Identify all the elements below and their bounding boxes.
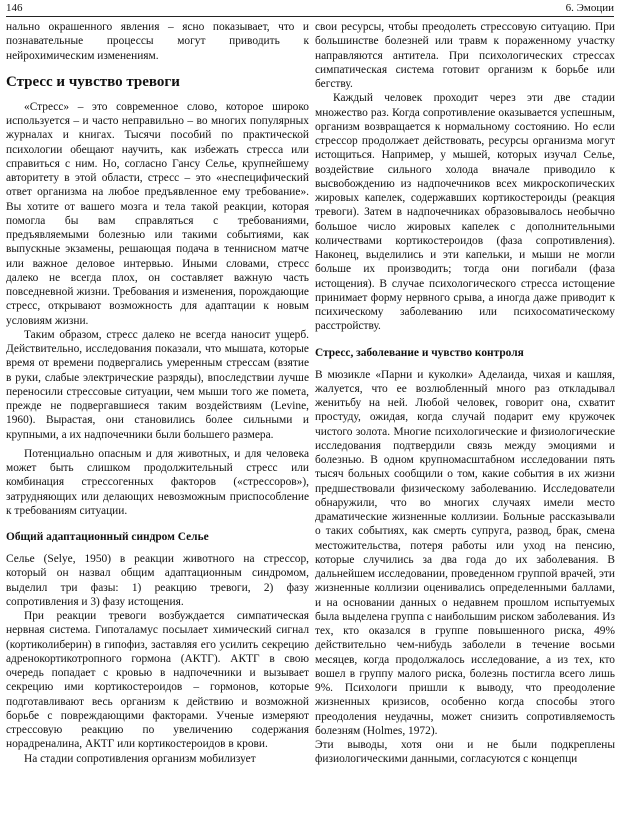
paragraph-stress-2: Таким образом, стресс далеко не всегда наносит ущерб. Действительно, исследования показали, что мышата, которые время от времени подвергались умеренным стрессам (взятие в руки, слабые электрические разряды), впоследствии лучше переносили стрессовые ситуации, чем мыши того же помета, прежде не подвергавшиеся таким воздействиям (Levine, 1960). Вырастая, они становились более сильными и крупными, а их надпочечники были большего размера. <box>6 328 309 441</box>
paragraph-stress-3: Потенциально опасным и для животных, и для человека может быть слишком продолжительный стресс или комбинация стрессогенных факторов («стрессоров»), затрудняющих или делающих невозможным приспособление к требованиям ситуации. <box>6 447 309 517</box>
paragraph-intro: нально окрашенного явления – ясно показывает, что и познавательные процессы могут приводить к нейрохимическим изменениям. <box>6 21 309 62</box>
paragraph-stress-1: «Стресс» – это современное слово, которое широко используется – и часто неправильно – во многих популярных журналах и книгах. Тысячи пособий по практической психологии обещают научить, как избежать стресса или справиться с ним. Но, согласно Гансу Селье, крупнейшему авторитету в этой области, стресс – это «неспецифический ответ организма на любое предъявленное ему требование». Вы хотите от вашего мозга и тела такой реакции, которая помогла бы вам справляться с требованиями, предъявляемыми болезнью или такими событиями, как выпускные экзамены, решающая подача в теннисном матче или важное деловое интервью. Иными словами, стресс далеко не всегда плох, он составляет важную часть повседневной жизни. Требования и изменения, порождающие стресс, открывают возможность для адаптации к новым условиям жизни. <box>6 100 309 327</box>
paragraph-continued: свои ресурсы, чтобы преодолеть стрессовую ситуацию. При большинстве болезней или травм к пораженному участку направляются антитела. При психологических стрессах симпатическая система готовит организм к борьбе или бегству. <box>315 21 615 90</box>
paragraph-control-2: Эти выводы, хотя они и не были подкреплены физиологическими данными, согласуются с концепци <box>315 739 615 766</box>
chapter-title: 6. Эмоции <box>565 2 614 14</box>
paragraph-control-1: В мюзикле «Парни и куколки» Аделаида, чихая и кашляя, жалуется, что ее возлюбленный много раз откладывал женитьбу на ней. Любой человек, говорит она, схватит простуду, ожидая, когда случай подарит ему кружочек чистого золота. Многие психологические и физиологические исследования подтвердили связь между эмоциями и болезнью. В одном крупномасштабном исследовании пять тысяч больных сообщили о том, какие события в их жизни предшествовали физическому заболеванию. Исследователи обнаружили, что во многих случаях имели место драматические жизненные коллизии. Больные рассказывали о таких событиях, как смерть супруга, развод, брак, смена местожительства, потеря работы или уход на пенсию, которые случились за два года до их заболевания. В дальнейшем исследовании, проведенном группой врачей, эти жизненные коллизии оценивались определенными баллами, и на основании данных о недавнем прошлом испытуемых была выделена группа с наибольшим риском заболевания. Из тех, кто оказался в группе повышенного риска, 49% действительно чем-нибудь заболели в течение восьми месяцев, когда продолжалось исследование, а из тех, кто вошел в группу малого риска, болезнь постигла всего лишь 9%. Психологи пришли к выводу, что преодоление жизненных кризисов, особенно когда способы этого преодоления неудачны, может снизить сопротивляемость болезням (Holmes, 1972). <box>315 368 615 737</box>
section-heading-stress: Стресс и чувство тревоги <box>6 73 180 90</box>
subsection-heading-selye: Общий адаптационный синдром Селье <box>6 531 209 543</box>
subsection-heading-control: Стресс, заболевание и чувство контроля <box>315 346 524 359</box>
paragraph-selye-3: На стадии сопротивления организм мобилизует <box>24 752 256 765</box>
header-rule <box>6 16 614 17</box>
right-column <box>315 20 615 767</box>
paragraph-selye-1: Селье (Selye, 1950) в реакции животного на стрессор, который он назвал общим адаптационным синдромом, выделил три фазы: 1) реакцию тревоги, 2) фазу сопротивления и 3) фазу истощения. <box>6 553 309 608</box>
left-column <box>6 20 309 766</box>
paragraph-stages: Каждый человек проходит через эти две стадии множество раз. Когда сопротивление оказывается успешным, организм возвращается к нормальному состоянию. Но если стрессор продолжает действовать, ресурсы организма могут истощиться. Например, у мышей, которых изучал Селье, воздействие сильного холода вначале приводило к высвобождению из надпочечников всех микроскопических жировых капелек, содержавших кортикостероиды (реакция тревоги). Затем в надпочечниках образовывалось необычно большое число жировых капелек с дополнительными количествами кортикостероидов (фаза сопротивления). Наконец, выделились и эти капельки, и мыши не могли больше их производить; тогда они погибали (фаза истощения). В случае психологического стресса истощение принимает форму нервного срыва, а иногда даже приводит к психическому заболеванию или психосоматическому расстройству. <box>315 92 615 333</box>
running-head <box>6 2 614 16</box>
paragraph-selye-2: При реакции тревоги возбуждается симпатическая нервная система. Гипоталамус посылает химический сигнал (кортиколиберин) в гипофиз, заставляя его усилить секрецию адренокортикотропного гормона (АКТГ). АКТГ в свою очередь попадает с кровью в надпочечники и вызывает секрецию ими кортикостероидов – гормонов, которые подготавливают весь организм к действию и возможной борьбе с повреждающими факторами. Ученые измеряют стрессовую реакцию по увеличению содержания норадреналина, АКТГ или кортикостероидов в крови. <box>6 610 309 751</box>
page-number: 146 <box>6 2 23 14</box>
